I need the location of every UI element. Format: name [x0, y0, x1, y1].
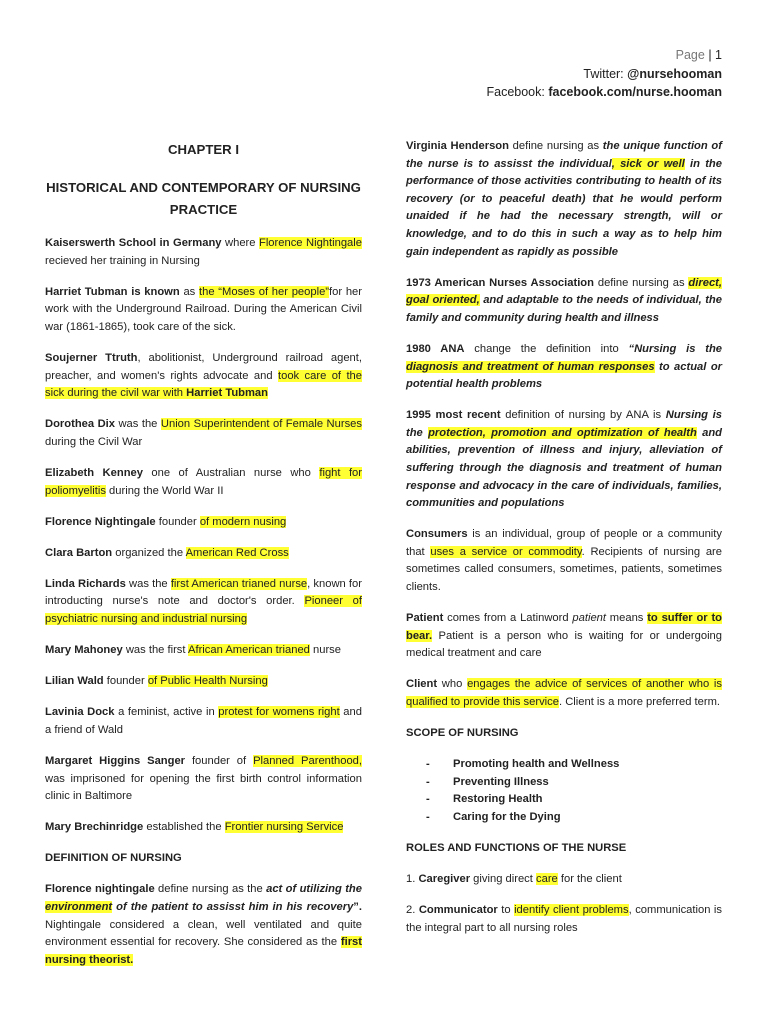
para-caregiver: 1. Caregiver giving direct care for the client — [406, 873, 622, 886]
para-sanger: Margaret Higgins Sanger founder of Planned Parenthood, was imprisoned for opening the first birth control information clinic in Baltimore — [45, 754, 362, 803]
para-kenney: Elizabeth Kenney one of Australian nurse who fight for poliomyelitis during the World War II — [45, 466, 362, 497]
facebook-url: facebook.com/nurse.hooman — [548, 85, 722, 99]
definition-heading: DEFINITION OF NURSING — [45, 852, 182, 865]
twitter-handle: @nursehooman — [627, 66, 722, 81]
para-truth: Soujerner Ttruth, abolitionist, Underground railroad agent, preacher, and women's rights advocate and took care of the sick during the civil war with Harriet Tubman — [45, 351, 363, 400]
para-consumers: Consumers is an individual, group of people or a community that uses a service or commodity. Recipients of nursing are sometimes called consumers, sometimes, patients, sometimes clients. — [406, 528, 722, 594]
page-header — [486, 46, 722, 102]
para-ana-1973: 1973 American Nurses Association define nursing as direct, goal oriented, and adaptable to the needs of individual, the family and community during health and illness — [406, 276, 722, 324]
para-ana-1995: 1995 most recent definition of nursing by ANA is Nursing is the protection, promotion and optimization of health and abilities, prevention of illness and injury, alleviation of suffering through the diagnosis and treatment of human response and advocacy in the care of individuals, families, communities and populations — [406, 409, 723, 510]
para-mahoney: Mary Mahoney was the first African American trianed nurse — [45, 644, 341, 657]
para-dock: Lavinia Dock a feminist, active in protest for womens right and a friend of Wald — [45, 706, 362, 736]
list-item: - Promoting health and Wellness — [426, 758, 620, 771]
para-henderson: Virginia Henderson define nursing as the unique function of the nurse is to assisst the individual, sick or well in the performance of those activities contributing to health of its recovery (or to peaceful death) that he would perform unaided if he had the necessary strength, will or knowledge, and to do this in such a way as to help him gain independent as rapidly as possible — [406, 140, 722, 258]
para-wald: Lilian Wald founder of Public Health Nursing — [45, 675, 268, 688]
para-communicator: 2. Communicator to identify client problems, communication is the integral part to all nursing roles — [406, 904, 722, 934]
para-dix: Dorothea Dix was the Union Superintendent of Female Nurses during the Civil War — [45, 418, 362, 448]
facebook-line: Facebook: facebook.com/nurse.hooman — [486, 85, 722, 99]
chapter-heading: CHAPTER I — [167, 142, 240, 157]
list-item: - Restoring Health — [426, 793, 543, 806]
chapter-title: HISTORICAL AND CONTEMPORARY OF NURSING PRACTICE — [46, 180, 361, 217]
para-richards: Linda Richards was the first American trianed nurse, known for introducting nurse's note and doctor's order. Pioneer of psychiatric nursing and industrial nursing — [45, 577, 362, 625]
roles-heading: ROLES AND FUNCTIONS OF THE NURSE — [406, 842, 627, 855]
para-tubman: Harriet Tubman is known as the “Moses of her people”for her work with the Underground Railroad. During the American Civil war (1861-1865), took care of the sick. — [45, 285, 362, 333]
twitter-line: Twitter: @nursehooman — [583, 66, 722, 81]
list-item: - Preventing Illness — [426, 775, 549, 788]
para-patient: Patient comes from a Latinword patient means to suffer or to bear. Patient is a person who is waiting for or undergoing medical treatment and care — [406, 612, 723, 660]
para-brechinridge: Mary Brechinridge established the Frontier nursing Service — [45, 821, 344, 834]
scope-list — [406, 756, 722, 826]
scope-heading: SCOPE OF NURSING — [406, 727, 519, 740]
para-client: Client who engages the advice of services of another who is qualified to provide this service. Client is a more preferred term. — [406, 678, 722, 709]
para-ana-1980: 1980 ANA change the definition into “Nursing is the diagnosis and treatment of human responses to actual or potential health problems — [406, 342, 723, 391]
para-kaiserswerth: Kaiserswerth School in Germany where Florence Nightingale recieved her training in Nursing — [45, 237, 362, 267]
page-number-line: Page | 1 — [675, 48, 722, 62]
right-column — [406, 138, 722, 951]
para-nightingale-definition: Florence nightingale define nursing as the act of utilizing the environment of the patient to assisst him in his recovery”. Nightingale considered a clean, well ventilated and quite environment essential for recovery. She considered as the first nursing theorist. — [45, 883, 362, 966]
list-item: - Caring for the Dying — [426, 811, 561, 823]
left-column — [45, 138, 362, 983]
para-barton: Clara Barton organized the American Red Cross — [45, 546, 289, 559]
para-nightingale: Florence Nightingale founder of modern nusing — [45, 515, 287, 528]
